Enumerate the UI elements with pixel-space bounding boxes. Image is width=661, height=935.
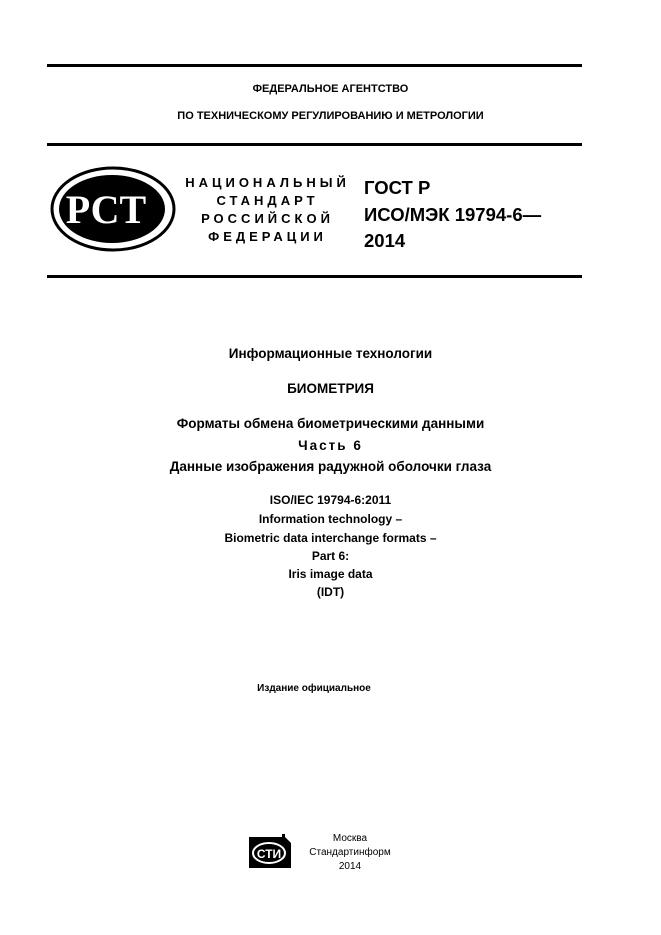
title-line-3: Данные изображения радужной оболочки глаза [169,459,492,474]
standartinform-logo-icon [249,834,291,868]
publisher-year: 2014 [338,861,362,872]
agency-line-1: ФЕДЕРАЛЬНОЕ АГЕНТСТВО [252,83,409,95]
emblem-text: РСТ [65,187,147,232]
title-topic: БИОМЕТРИЯ [287,381,374,396]
english-line-4: Part 6: [311,549,350,563]
edition-label: Издание официальное [257,683,371,694]
english-line-5: Iris image data [288,567,373,581]
national-standard-line-1: НАЦИОНАЛЬНЫЙ [185,175,350,190]
national-standard-line-4: ФЕДЕРАЦИИ [208,229,327,244]
publisher-name: Стандартинформ [309,847,391,858]
english-line-1: ISO/IEC 19794-6:2011 [269,493,392,507]
title-subject: Информационные технологии [228,346,433,361]
header-rule-lower [47,275,582,278]
top-rule [47,64,582,67]
designation-line-1: ГОСТ Р [364,177,431,198]
english-line-2: Information technology – [258,512,403,526]
english-line-3: Biometric data interchange formats – [224,531,437,545]
gost-r-logo-icon [50,166,176,252]
header-rule-upper [47,143,582,146]
designation-line-2: ИСО/МЭК 19794-6— [364,204,542,225]
title-line-1: Форматы обмена биометрическими данными [176,416,485,431]
national-standard-line-3: РОССИЙСКОЙ [201,211,334,226]
english-line-6: (IDT) [316,585,345,599]
publisher-logo-text: СТИ [256,847,282,861]
publisher-city: Москва [332,833,368,844]
agency-line-2: ПО ТЕХНИЧЕСКОМУ РЕГУЛИРОВАНИЮ И МЕТРОЛОГИИ [177,110,484,122]
designation-line-3: 2014 [364,230,406,251]
title-line-2: Часть 6 [298,438,363,453]
national-standard-line-2: СТАНДАРТ [216,193,319,208]
